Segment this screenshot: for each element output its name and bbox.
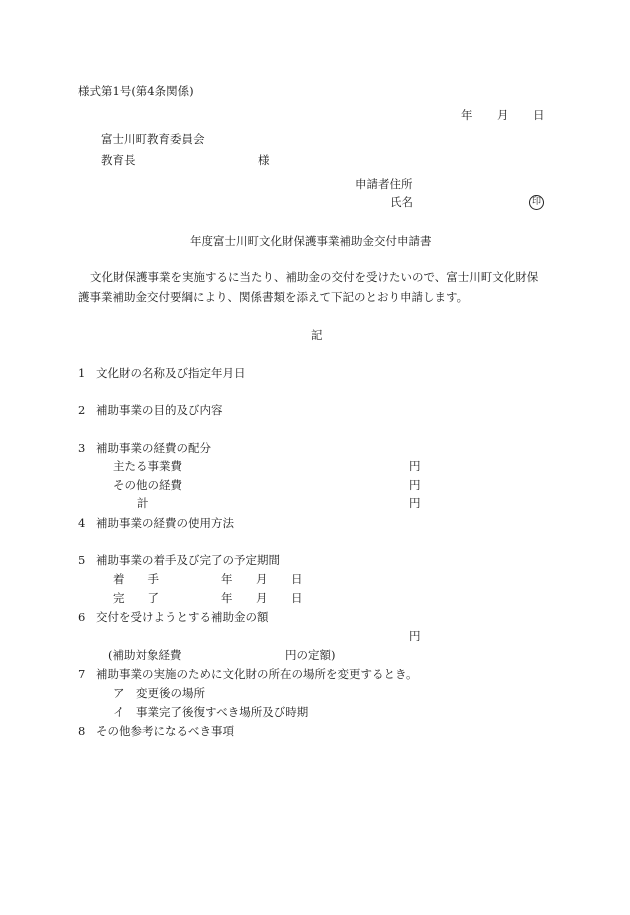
applicant-name-label: 氏名 — [390, 195, 413, 209]
item-7-text: 補助事業の実施のために文化財の所在の場所を変更するとき。 — [96, 667, 418, 681]
body-text-line-1: 文化財保護事業を実施するに当たり、補助金の交付を受けたいので、富士川町文化財保 — [90, 270, 539, 284]
addressee-honorific: 様 — [258, 153, 270, 167]
item-8-text: その他参考になるべき事項 — [96, 724, 234, 738]
item-2-number: 2 — [78, 403, 86, 417]
date-day-label: 日 — [533, 108, 545, 122]
end-day-label: 日 — [291, 591, 303, 605]
subsidy-amount-yen: 円 — [409, 629, 421, 643]
other-cost-yen: 円 — [409, 478, 421, 492]
date-month-label: 月 — [497, 108, 509, 122]
item-6-number: 6 — [78, 610, 86, 624]
item-6-text: 交付を受けようとする補助金の額 — [96, 610, 269, 624]
item-7-number: 7 — [78, 667, 86, 681]
other-cost-label: その他の経費 — [113, 478, 182, 492]
total-cost-yen: 円 — [409, 496, 421, 510]
item-4-text: 補助事業の経費の使用方法 — [96, 516, 234, 530]
ki-heading: 記 — [311, 328, 323, 342]
addressee-org: 富士川町教育委員会 — [101, 132, 205, 146]
form-number: 様式第1号(第4条関係) — [78, 84, 194, 98]
subsidy-base-open: (補助対象経費 — [108, 648, 182, 662]
end-month-label: 月 — [256, 591, 268, 605]
addressee-title: 教育長 — [101, 153, 136, 167]
main-cost-yen: 円 — [409, 459, 421, 473]
item-5-text: 補助事業の着手及び完了の予定期間 — [96, 553, 280, 567]
item-4-number: 4 — [78, 516, 86, 530]
item-3-text: 補助事業の経費の配分 — [96, 441, 211, 455]
item-7-sub-i: イ 事業完了後復すべき場所及び時期 — [113, 705, 309, 719]
item-5-number: 5 — [78, 553, 86, 567]
date-year-label: 年 — [461, 108, 473, 122]
item-3-number: 3 — [78, 441, 86, 455]
start-year-label: 年 — [221, 572, 233, 586]
main-cost-label: 主たる事業費 — [113, 459, 182, 473]
document-title: 年度富士川町文化財保護事業補助金交付申請書 — [190, 234, 432, 248]
item-2-text: 補助事業の目的及び内容 — [96, 403, 223, 417]
start-day-label: 日 — [291, 572, 303, 586]
item-1-number: 1 — [78, 366, 86, 380]
applicant-address-label: 申請者住所 — [355, 177, 413, 191]
item-7-sub-a: ア 変更後の場所 — [113, 686, 205, 700]
body-text-line-2: 護事業補助金交付要綱により、関係書類を添えて下記のとおり申請します。 — [78, 290, 469, 304]
seal-mark: 印 — [529, 195, 544, 210]
end-year-label: 年 — [221, 591, 233, 605]
item-8-number: 8 — [78, 724, 86, 738]
item-1-text: 文化財の名称及び指定年月日 — [96, 366, 246, 380]
start-label: 着 手 — [113, 572, 159, 586]
total-cost-label: 計 — [137, 496, 149, 510]
start-month-label: 月 — [256, 572, 268, 586]
subsidy-base-close: 円の定額) — [285, 648, 336, 662]
end-label: 完 了 — [113, 591, 159, 605]
